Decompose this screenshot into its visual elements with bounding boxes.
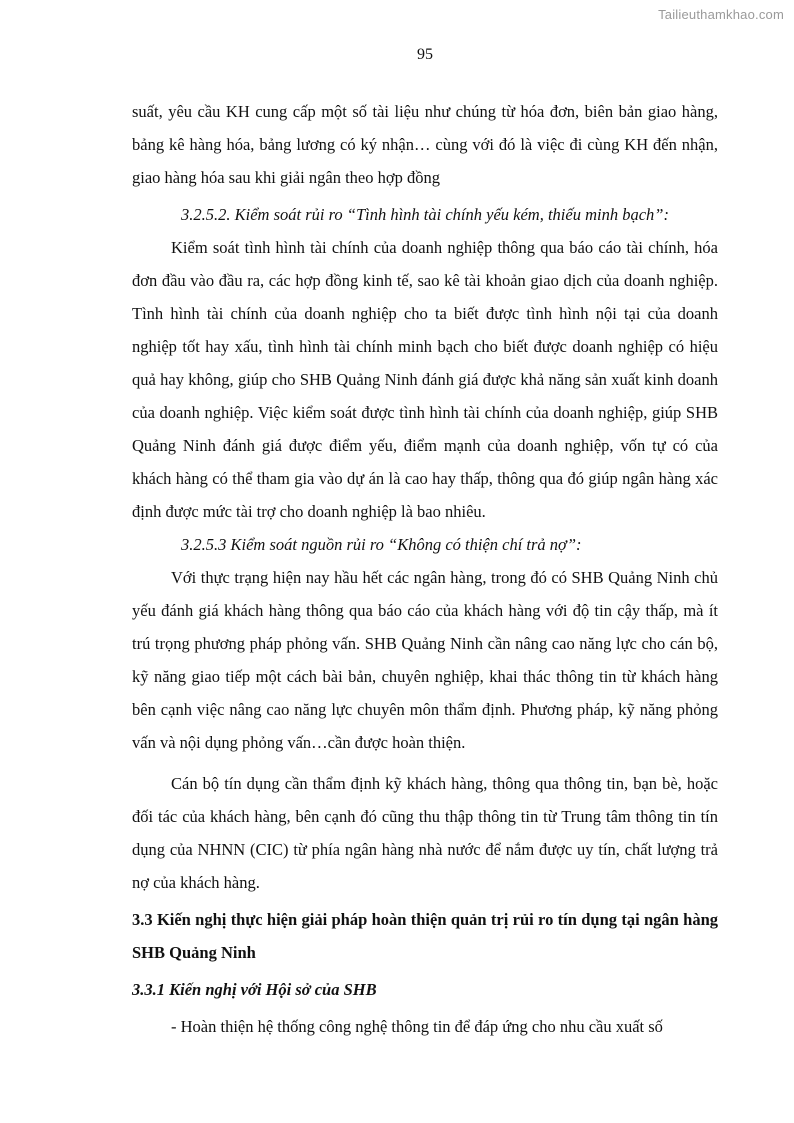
paragraph-interview-method: Với thực trạng hiện nay hầu hết các ngân hàng, trong đó có SHB Quảng Ninh chủ yếu đánh giá khách hàng thông qua báo cáo của khách hàng với độ tin cậy thấp, mà ít trú trọng phương pháp phỏng vấn. SHB Quảng Ninh cần nâng cao năng lực cho cán bộ, kỹ năng giao tiếp một cách bài bản, chuyên nghiệp, khai thác thông tin từ khách hàng bên cạnh việc nâng cao năng lực chuyên môn thẩm định. Phương pháp, kỹ năng phỏng vấn và nội dụng phỏng vấn…cần được hoàn thiện.: [132, 568, 718, 752]
paragraph-continued: suất, yêu cầu KH cung cấp một số tài liệu như chúng từ hóa đơn, biên bản giao hàng, bảng kê hàng hóa, bảng lương có ký nhận… cùng với đó là việc đi cùng KH đến nhận, giao hàng hóa sau khi giải ngân theo hợp đồng: [132, 102, 718, 187]
section-heading-3-3-1: 3.3.1 Kiến nghị với Hội sở của SHB: [132, 980, 377, 999]
section-heading-3-3: 3.3 Kiến nghị thực hiện giải pháp hoàn thiện quản trị rủi ro tín dụng tại ngân hàng SHB Quảng Ninh: [132, 910, 718, 962]
watermark-text: Tailieuthamkhao.com: [658, 7, 784, 22]
document-body: [132, 95, 718, 1043]
paragraph-financial-control: Kiểm soát tình hình tài chính của doanh nghiệp thông qua báo cáo tài chính, hóa đơn đầu vào đầu ra, các hợp đồng kinh tế, sao kê tài khoản giao dịch của doanh nghiệp. Tình hình tài chính của doanh nghiệp cho ta biết được tình hình nội tại của doanh nghiệp tốt hay xấu, tình hình tài chính minh bạch cho biết được doanh nghiệp có hiệu quả hay không, giúp cho SHB Quảng Ninh đánh giá được khả năng sản xuất kinh doanh của doanh nghiệp. Việc kiểm soát được tình hình tài chính của doanh nghiệp, giúp SHB Quảng Ninh đánh giá được điểm yếu, điểm mạnh của doanh nghiệp, vốn tự có của khách hàng có thể tham gia vào dự án là cao hay thấp, thông qua đó giúp ngân hàng xác định được mức tài trợ cho doanh nghiệp là bao nhiêu.: [132, 238, 718, 521]
paragraph-credit-appraisal: Cán bộ tín dụng cần thẩm định kỹ khách hàng, thông qua thông tin, bạn bè, hoặc đối tác của khách hàng, bên cạnh đó cũng thu thập thông tin từ Trung tâm thông tin tín dụng của NHNN (CIC) từ phía ngân hàng nhà nước để nắm được uy tín, chất lượng trả nợ của khách hàng.: [132, 774, 718, 892]
subsection-heading-3-2-5-2: 3.2.5.2. Kiểm soát rủi ro “Tình hình tài chính yếu kém, thiếu minh bạch”:: [181, 205, 669, 224]
subsection-heading-3-2-5-3: 3.2.5.3 Kiểm soát nguồn rủi ro “Không có thiện chí trả nợ”:: [181, 535, 582, 554]
page-number: 95: [417, 46, 433, 63]
paragraph-it-system: - Hoàn thiện hệ thống công nghệ thông tin để đáp ứng cho nhu cầu xuất số: [171, 1017, 663, 1036]
